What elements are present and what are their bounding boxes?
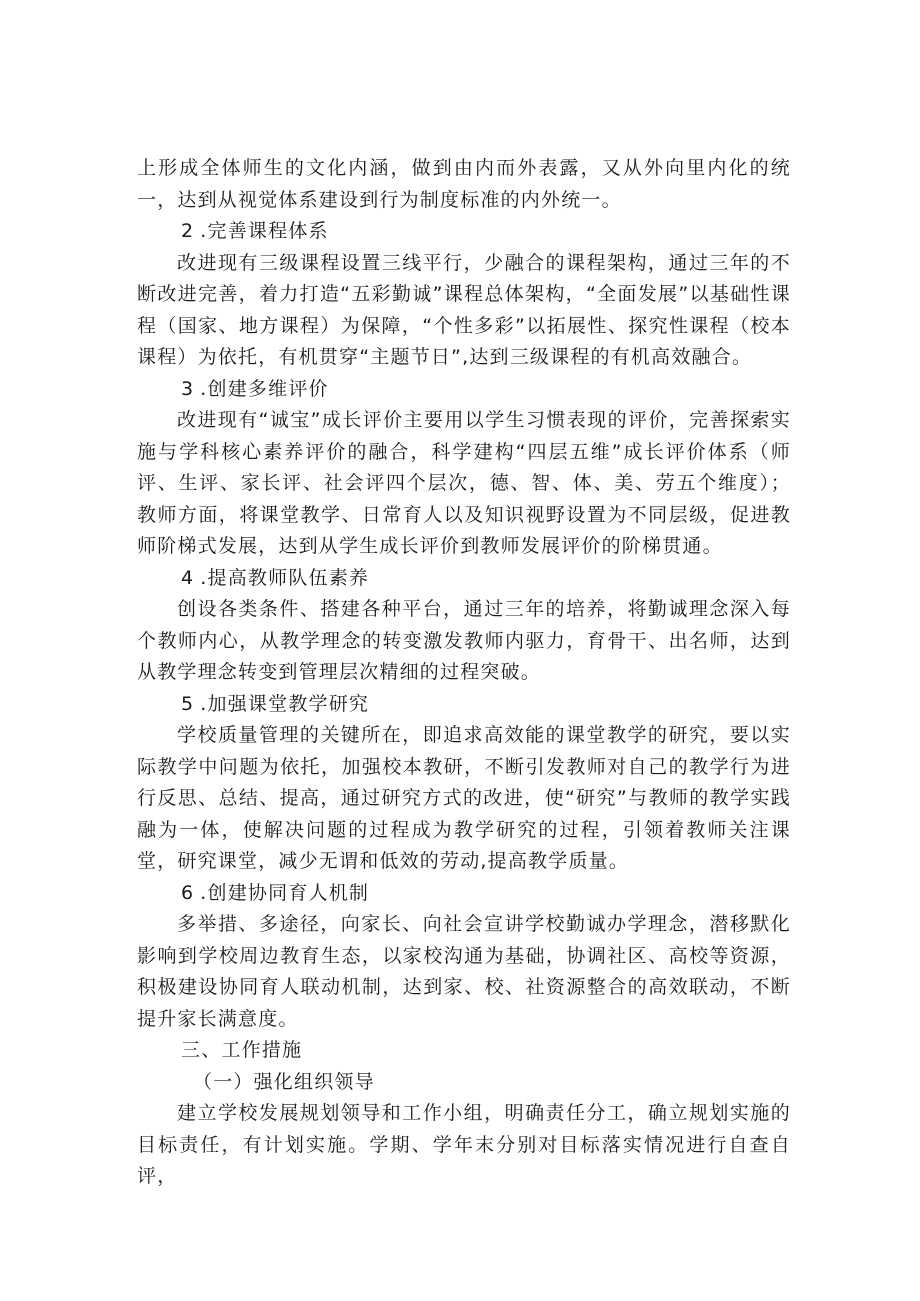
section-heading-4 xyxy=(137,563,791,595)
body-paragraph: 改进现有三级课程设置三线平行，少融合的课程架构，通过三年的不断改进完善，着力打造“五彩勤诚”课程总体架构，“全面发展”以基础性课程（国家、地方课程）为保障，“个性多彩”以拓展性、探究性课程（校本课程）为依托，有机贯穿“主题节日”,达到三级课程的有机高效融合。 xyxy=(137,251,791,368)
body-paragraph: 改进现有“诚宝”成长评价主要用以学生习惯表现的评价，完善探索实施与学科核心素养评价的融合，科学建构“四层五维”成长评价体系（师评、生评、家长评、社会评四个层次，德、智、体、美、劳五个维度）；教师方面，将课堂教学、日常育人以及知识视野设置为不同层级，促进教师阶梯式发展，达到从学生成长评价到教师发展评价的阶梯贯通。 xyxy=(137,409,791,557)
body-paragraph: 创设各类条件、搭建各种平台，通过三年的培养，将勤诚理念深入每个教师内心，从教学理念的转变激发教师内驱力，育骨干、出名师，达到从教学理念转变到管理层次精细的过程突破。 xyxy=(137,598,791,683)
heading-text: .创建多维评价 xyxy=(200,377,329,400)
section-heading-5 xyxy=(137,689,791,721)
heading-text: .创建协同育人机制 xyxy=(200,881,370,904)
heading-number: 2 xyxy=(181,220,195,242)
document-page xyxy=(137,153,791,1193)
heading-number: 3 xyxy=(181,377,195,400)
body-paragraph: 学校质量管理的关键所在，即追求高效能的课堂教学的研究，要以实际教学中问题为依托，加强校本教研，不断引发教师对自己的教学行为进行反思、总结、提高，通过研究方式的改进，使“研究”与教师的教学实践融为一体，使解决问题的过程成为教学研究的过程，引领着教师关注课堂，研究课堂，减少无谓和低效的劳动,提高教学质量。 xyxy=(137,724,791,872)
heading-number: 5 xyxy=(181,692,195,715)
section-heading-6 xyxy=(137,878,791,910)
heading-text: .完善课程体系 xyxy=(200,220,329,242)
heading-text: .提高教师队伍素养 xyxy=(200,566,370,589)
subsection-heading: （一）强化组织领导 xyxy=(193,1070,375,1093)
heading-text: .加强课堂教学研究 xyxy=(200,692,370,715)
body-paragraph: 上形成全体师生的文化内涵，做到由内而外表露，又从外向里内化的统一，达到从视觉体系建设到行为制度标准的内外统一。 xyxy=(137,157,791,211)
section-heading-3 xyxy=(137,374,791,406)
heading-number: 4 xyxy=(181,566,195,589)
body-paragraph: 多举措、多途径，向家长、向社会宣讲学校勤诚办学理念，潜移默化影响到学校周边教育生态，以家校沟通为基础，协调社区、高校等资源，积极建设协同育人联动机制，达到家、校、社资源整合的高效联动，不断提升家长满意度。 xyxy=(137,913,791,1030)
body-paragraph: 建立学校发展规划领导和工作小组，明确责任分工，确立规划实施的目标责任，有计划实施。学期、学年末分别对目标落实情况进行自查自评， xyxy=(137,1102,791,1187)
section-heading-2 xyxy=(137,216,791,248)
chapter-heading: 三、工作措施 xyxy=(181,1039,303,1061)
heading-number: 6 xyxy=(181,881,195,904)
